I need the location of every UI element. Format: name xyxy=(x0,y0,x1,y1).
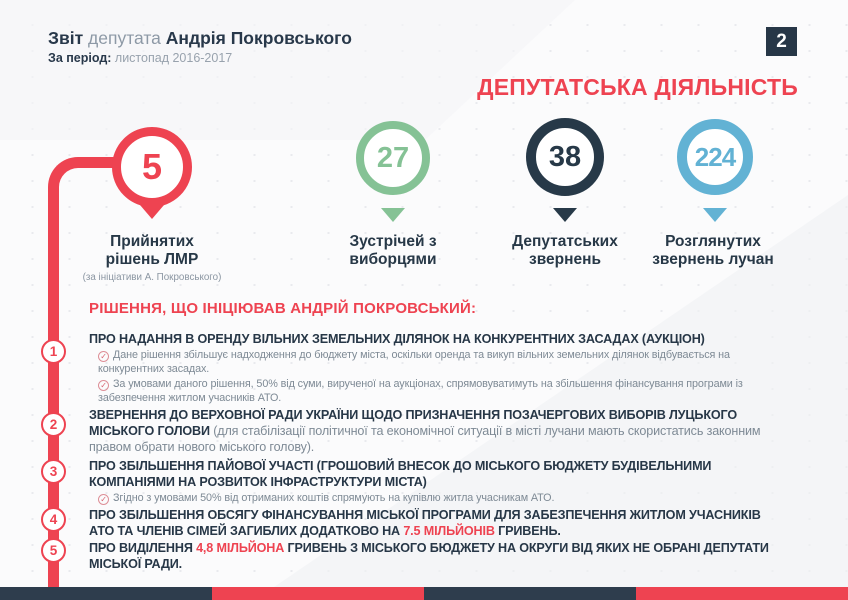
decision-item-5 xyxy=(89,540,789,572)
period-label: За період: xyxy=(48,51,112,65)
stat-value: 5 xyxy=(141,146,163,187)
period-value: листопад 2016-2017 xyxy=(111,51,233,65)
pointer-triangle-icon xyxy=(703,208,727,222)
decision-title xyxy=(89,407,789,455)
stat-label-line2: звернень xyxy=(529,250,601,268)
decision-title-note: (для стабілізації політичної та економічної ситуації в місті лучани мають скористатись законним правом обрати нового міського голову). xyxy=(89,424,761,455)
decision-title-highlight: 4,8 МІЛЬЙОНА xyxy=(196,541,285,555)
decision-item-4 xyxy=(89,507,789,539)
footer-segment xyxy=(424,587,636,600)
stat-circle-meetings xyxy=(356,121,430,195)
stat-label xyxy=(480,233,650,269)
decision-title-bold: ЗВЕРНЕННЯ ДО ВЕРХОВНОЇ РАДИ УКРАЇНИ ЩОДО ПРИЗНАЧЕННЯ ПОЗАЧЕРГОВИХ ВИБОРІВ ЛУЦЬКОГО МІСЬКОГО ГОЛОВИ xyxy=(89,408,737,439)
decision-number-1: 1 xyxy=(41,339,66,364)
stat-label-line1: Депутатських xyxy=(512,233,618,250)
decisions-heading: РІШЕННЯ, ЩО ІНІЦІЮВАВ АНДРІЙ ПОКРОВСЬКИЙ: xyxy=(89,300,477,317)
stat-label-line2: виборцями xyxy=(349,250,437,268)
decision-title-post: ГРИВЕНЬ. xyxy=(494,524,561,539)
bullet-text: Згідно з умовами 50% від отриманих коштів спрямують на купівлю житла учасникам АТО. xyxy=(113,492,555,505)
check-icon: ✓ xyxy=(98,494,109,505)
decision-title: ПРО ЗБІЛЬШЕННЯ ПАЙОВОЇ УЧАСТІ (ГРОШОВИЙ ВНЕСОК ДО МІСЬКОГО БЮДЖЕТУ БУДІВЕЛЬНИМИ КОМПАНІЯМИ НА РОЗВИТОК ІНФРАСТРУКТУРИ МІСТА) xyxy=(89,459,712,490)
stat-label xyxy=(67,233,237,269)
decision-item-3 xyxy=(89,458,789,506)
stat-circle-appeals xyxy=(526,118,604,196)
stat-label-line2: звернень лучан xyxy=(652,250,774,268)
stat-label xyxy=(308,233,478,269)
bullet-text: Дане рішення збільшує надходження до бюджету міста, оскільки оренда та викуп вільних земельних ділянок відбувається на конкурентних засадах. xyxy=(98,349,730,375)
decision-bullet xyxy=(89,349,789,376)
check-icon: ✓ xyxy=(98,380,109,391)
decision-title-highlight: 7.5 МІЛЬЙОНІВ xyxy=(403,524,495,539)
decision-item-1 xyxy=(89,331,789,405)
stat-circle-citizen-appeals xyxy=(677,119,753,195)
bullet-text: За умовами даного рішення, 50% від суми, вирученої на аукціонах, спрямовуватимуть на збільшення фінансування програми із забезпечення житлом учасників АТО. xyxy=(98,378,743,404)
stat-value: 224 xyxy=(694,141,736,172)
report-title-bold: Звіт xyxy=(48,28,84,48)
report-title xyxy=(48,28,352,49)
decision-item-2 xyxy=(89,407,789,455)
stat-value: 38 xyxy=(548,140,582,173)
decision-title-pre: ПРО ВИДІЛЕННЯ xyxy=(89,541,197,555)
stat-label-line1: Прийнятих xyxy=(110,233,194,250)
report-period xyxy=(48,51,232,65)
report-title-name: Андрія Покровського xyxy=(165,28,352,48)
footer-segment xyxy=(0,587,212,600)
stat-label-line2: рішень ЛМР xyxy=(105,250,199,268)
decision-number-2: 2 xyxy=(41,412,66,437)
footer-color-bar xyxy=(0,587,848,600)
stat-value: 27 xyxy=(376,141,410,174)
pointer-triangle-icon xyxy=(381,208,405,222)
decision-bullet xyxy=(89,492,789,506)
stat-note: (за ініціативи А. Покровського) xyxy=(82,272,222,283)
pointer-triangle-icon xyxy=(140,205,164,219)
footer-segment xyxy=(636,587,848,600)
check-icon: ✓ xyxy=(98,351,109,362)
decision-title-post: ГРИВЕНЬ З МІСЬКОГО БЮДЖЕТУ НА ОКРУГИ ВІД ЯКИХ НЕ ОБРАНІ ДЕПУТАТИ МІСЬКОЇ РАДИ. xyxy=(89,541,769,572)
pointer-triangle-icon xyxy=(553,208,577,222)
stat-label xyxy=(628,233,798,269)
stat-circle-decisions xyxy=(112,127,192,207)
footer-segment xyxy=(212,587,424,600)
decision-title-pre: ПРО ЗБІЛЬШЕННЯ ОБСЯГУ ФІНАНСУВАННЯ МІСЬКОЇ ПРОГРАМИ ДЛЯ ЗАБЕЗПЕЧЕННЯ ЖИТЛОМ УЧАСНИКІВ АТО ТА ЧЛЕНІВ СІМЕЙ ЗАГИБЛИХ ДОДАТКОВО НА xyxy=(89,508,761,539)
decision-number-3: 3 xyxy=(41,459,66,484)
decision-title xyxy=(89,507,789,539)
page-title: ДЕПУТАТСЬКА ДІЯЛЬНІСТЬ xyxy=(477,74,798,100)
decision-number-5: 5 xyxy=(41,538,66,563)
page-number-badge: 2 xyxy=(766,27,797,56)
decision-number-4: 4 xyxy=(41,507,66,532)
report-title-mid: депутата xyxy=(83,28,166,48)
decision-bullet xyxy=(89,378,789,405)
decision-title: ПРО НАДАННЯ В ОРЕНДУ ВІЛЬНИХ ЗЕМЕЛЬНИХ ДІЛЯНОК НА КОНКУРЕНТНИХ ЗАСАДАХ (АУКЦІОН) xyxy=(89,332,705,346)
decision-title xyxy=(89,540,789,572)
stat-label-line1: Зустрічей з xyxy=(349,233,437,250)
stat-label-line1: Розглянутих xyxy=(665,233,761,250)
